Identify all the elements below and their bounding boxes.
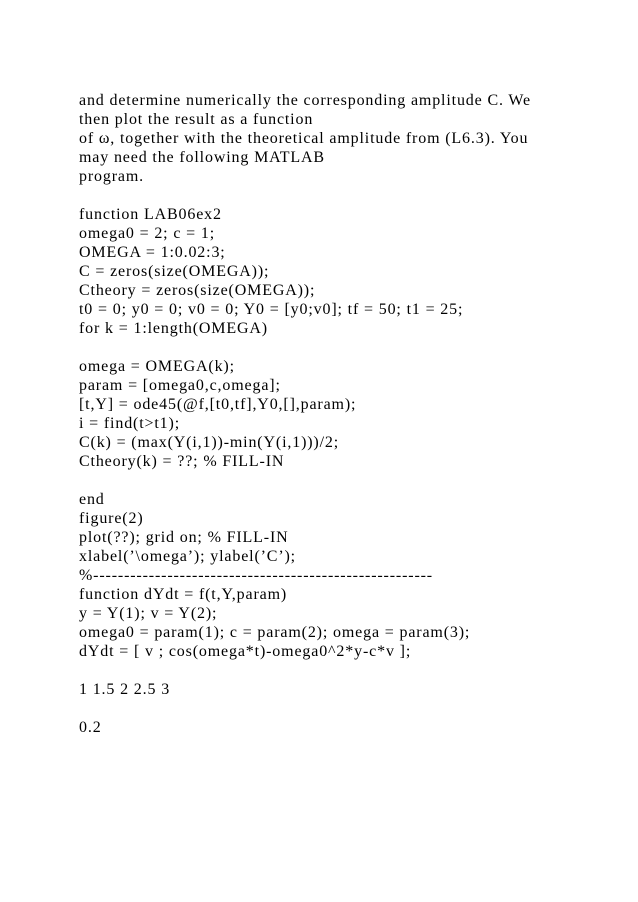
code-line: plot(??); grid on; % FILL-IN [79,529,289,546]
code-line: Ctheory(k) = ??; % FILL-IN [79,453,285,470]
code-line: dYdt = [ v ; cos(omega*t)-omega0^2*y-c*v ]; [79,643,412,660]
code-line: OMEGA = 1:0.02:3; [79,244,226,261]
y-value-text: 0.2 [79,719,102,736]
code-line: omega0 = param(1); c = param(2); omega = param(3); [79,624,471,641]
code-line: C = zeros(size(OMEGA)); [79,263,270,280]
code-line: [t,Y] = ode45(@f,[t0,tf],Y0,[],param); [79,396,357,413]
code-line: %------------------------------------------------------- [79,567,433,584]
blank-line [79,338,599,357]
intro-line: program. [79,168,145,185]
code-line: i = find(t>t1); [79,415,181,432]
intro-line: and determine numerically the corresponding amplitude C. We [79,92,532,109]
intro-line: may need the following MATLAB [79,149,325,166]
code-line: for k = 1:length(OMEGA) [79,320,268,337]
code-line: param = [omega0,c,omega]; [79,377,281,394]
code-line: y = Y(1); v = Y(2); [79,605,218,622]
code-line: function LAB06ex2 [79,206,222,223]
intro-line: then plot the result as a function [79,111,314,128]
code-line: t0 = 0; y0 = 0; v0 = 0; Y0 = [y0;v0]; tf = 50; t1 = 25; [79,301,464,318]
code-line: Ctheory = zeros(size(OMEGA)); [79,282,316,299]
blank-line [79,471,599,490]
axis-ticks-text: 1 1.5 2 2.5 3 [79,681,171,698]
blank-line [79,186,599,205]
code-line: omega = OMEGA(k); [79,358,235,375]
blank-line [79,661,599,680]
text-block [79,91,599,737]
code-line: C(k) = (max(Y(i,1))-min(Y(i,1)))/2; [79,434,340,451]
code-line: figure(2) [79,510,144,527]
intro-line: of ω, together with the theoretical amplitude from (L6.3). You [79,130,529,147]
code-line: end [79,491,105,508]
code-line: function dYdt = f(t,Y,param) [79,586,288,603]
blank-line [79,699,599,718]
code-line: omega0 = 2; c = 1; [79,225,215,242]
code-line: xlabel(’\omega’); ylabel(’C’); [79,548,296,565]
